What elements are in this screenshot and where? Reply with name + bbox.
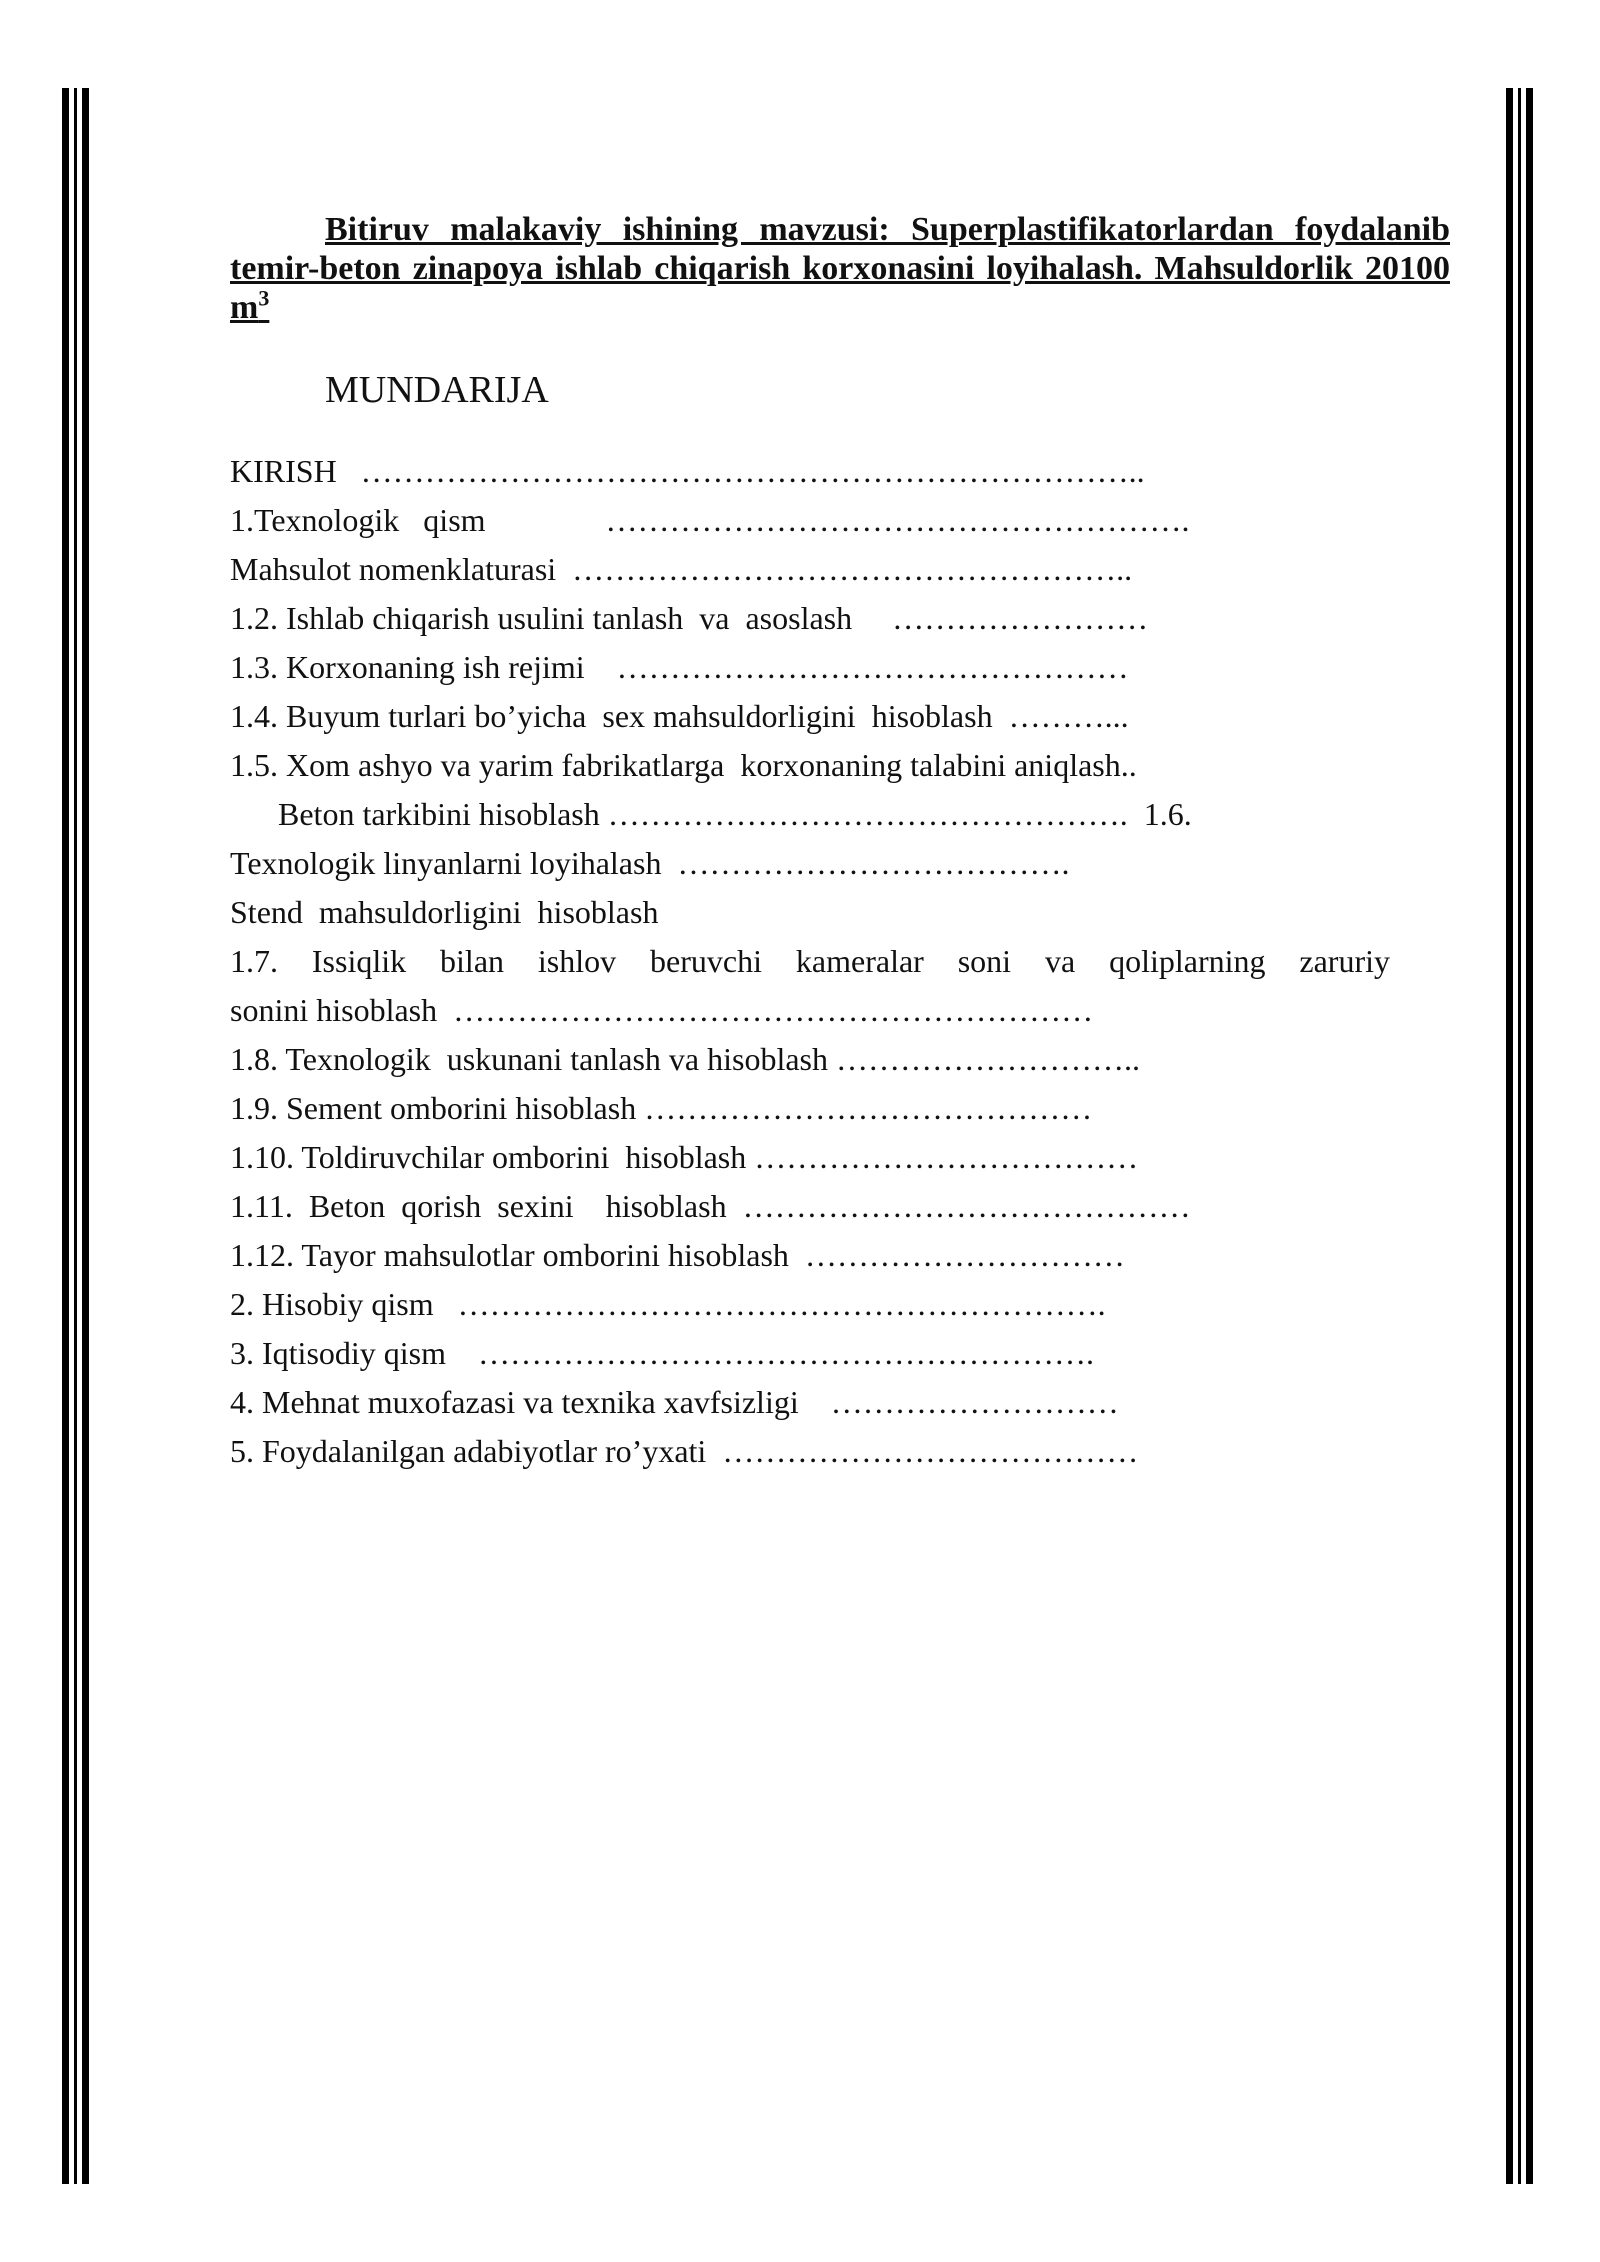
toc-entry: 5. Foydalanilgan adabiyotlar ro’yxati ………………………………… <box>230 1433 1139 1469</box>
toc-entry: 3. Iqtisodiy qism …………………………………………………. <box>230 1335 1095 1371</box>
toc-entry: Texnologik linyanlarni loyihalash ………………………………. <box>230 845 1070 881</box>
border-bar <box>1506 88 1513 2184</box>
toc-entry: KIRISH ……………………………………………………………….. <box>230 453 1145 489</box>
toc-entry: 2. Hisobiy qism ……………………………………………………. <box>230 1286 1106 1322</box>
border-bar <box>62 88 69 2184</box>
toc-entry: Mahsulot nomenklaturasi …………………………………………….. <box>230 551 1133 587</box>
toc-entry: 1.4. Buyum turlari bo’yicha sex mahsuldorligini hisoblash ………... <box>230 698 1129 734</box>
toc-entry: 1.3. Korxonaning ish rejimi ………………………………………… <box>230 649 1129 685</box>
border-bar <box>82 88 89 2184</box>
toc-entry: 1.12. Tayor mahsulotlar omborini hisoblash ………………………… <box>230 1237 1125 1273</box>
toc-entry: 1.9. Sement omborini hisoblash …………………………………… <box>230 1090 1093 1126</box>
toc-entry: Beton tarkibini hisoblash …………………………………………. 1.6. <box>230 796 1192 832</box>
toc-entry: sonini hisoblash …………………………………………………… <box>230 992 1094 1028</box>
border-bar <box>74 88 77 2184</box>
title-text: Bitiruv malakaviy ishining mavzusi: Superplastifikatorlardan foydalanib temir-beton zinapoya ishlab chiqarish korxonasini loyihalash. Mahsuldorlik 20100 m <box>230 211 1450 326</box>
toc-entry: 1.7. Issiqlik bilan ishlov beruvchi kameralar soni va qoliplarning zaruriy <box>230 943 1390 979</box>
toc-entry: 1.8. Texnologik uskunani tanlash va hisoblash ……………………….. <box>230 1041 1140 1077</box>
toc-entry: 1.5. Xom ashyo va yarim fabrikatlarga korxonaning talabini aniqlash.. <box>230 747 1137 783</box>
toc-entry: Stend mahsuldorligini hisoblash <box>230 894 659 930</box>
toc-entry: 1.11. Beton qorish sexini hisoblash …………………………………… <box>230 1188 1191 1224</box>
toc-entry: 1.Texnologik qism ………………………………………………. <box>230 502 1190 538</box>
title-superscript: 3 <box>258 285 270 311</box>
document-title <box>230 210 1450 327</box>
toc-entry: 1.10. Toldiruvchilar omborini hisoblash ……………………………… <box>230 1139 1139 1175</box>
border-bar <box>1518 88 1521 2184</box>
page-border-left <box>62 88 94 2184</box>
page-border-right <box>1506 88 1538 2184</box>
toc-entry: 4. Mehnat muxofazasi va texnika xavfsizligi ……………………… <box>230 1384 1119 1420</box>
border-bar <box>1526 88 1533 2184</box>
toc-entry: 1.2. Ishlab chiqarish usulini tanlash va asoslash …………………… <box>230 600 1149 636</box>
contents-heading: MUNDARIJA <box>325 369 549 411</box>
table-of-contents <box>230 447 1390 1476</box>
